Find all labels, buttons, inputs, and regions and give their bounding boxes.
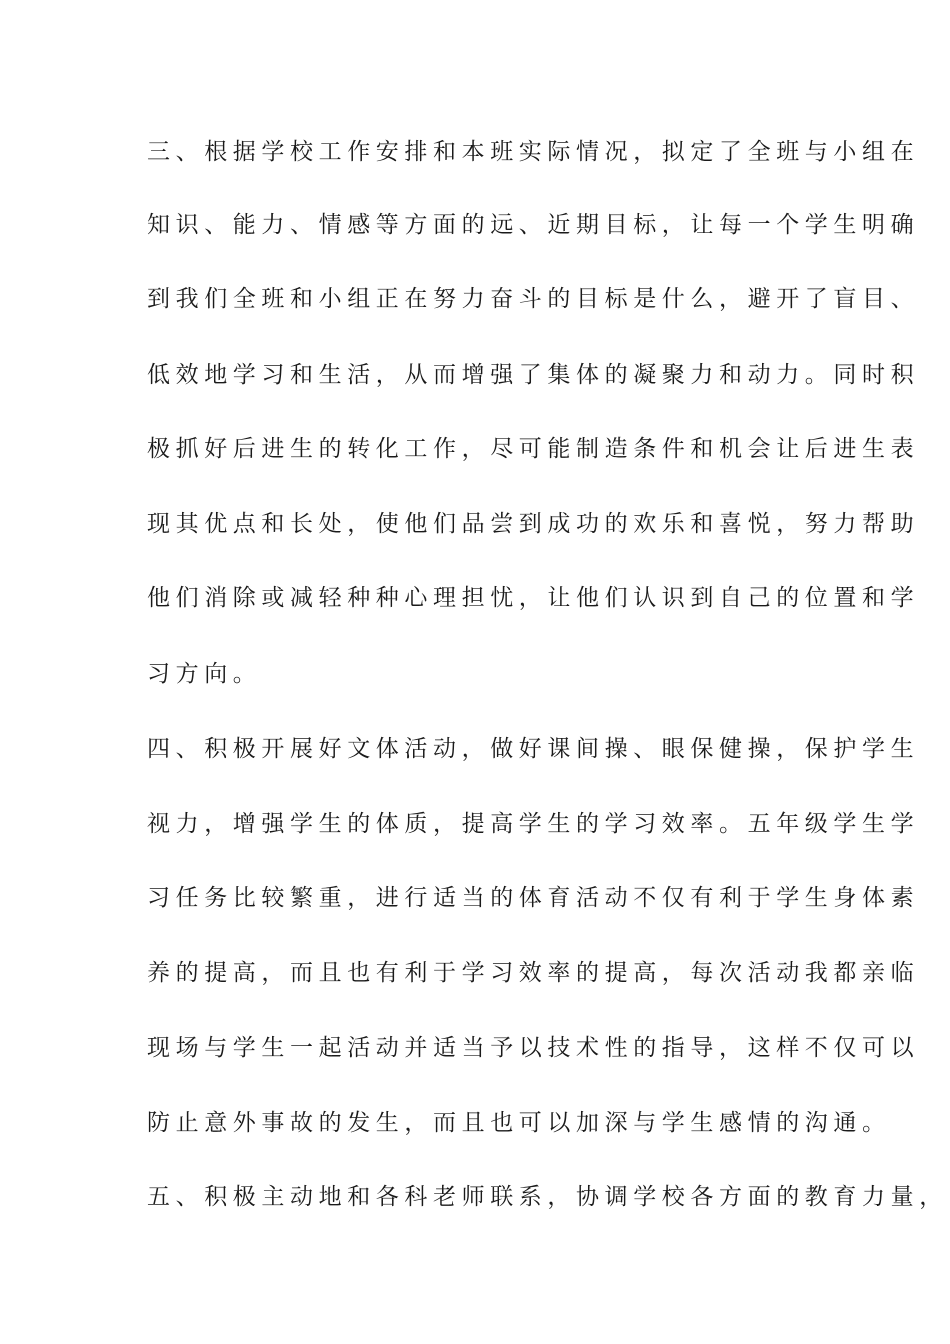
text-line: 习任务比较繁重，进行适当的体育活动不仅有利于学生身体素: [147, 885, 920, 911]
text-line: 防止意外事故的发生，而且也可以加深与学生感情的沟通。: [147, 1110, 891, 1136]
text-line: 现其优点和长处，使他们品尝到成功的欢乐和喜悦，努力帮助: [147, 511, 920, 537]
text-line: 他们消除或减轻种种心理担忧，让他们认识到自己的位置和学: [147, 585, 920, 611]
text-line: 四、积极开展好文体活动，做好课间操、眼保健操，保护学生: [147, 736, 920, 762]
text-line: 现场与学生一起活动并适当予以技术性的指导，这样不仅可以: [147, 1035, 920, 1061]
text-line: 养的提高，而且也有利于学习效率的提高，每次活动我都亲临: [147, 960, 920, 986]
text-line: 三、根据学校工作安排和本班实际情况，拟定了全班与小组在: [147, 139, 920, 165]
text-line: 五、积极主动地和各科老师联系，协调学校各方面的教育力量，: [147, 1184, 948, 1210]
text-line: 视力，增强学生的体质，提高学生的学习效率。五年级学生学: [147, 811, 920, 837]
text-line: 低效地学习和生活，从而增强了集体的凝聚力和动力。同时积: [147, 362, 920, 388]
text-line: 极抓好后进生的转化工作，尽可能制造条件和机会让后进生表: [147, 436, 920, 462]
text-line: 习方向。: [147, 661, 262, 687]
text-line: 到我们全班和小组正在努力奋斗的目标是什么，避开了盲目、: [147, 286, 920, 312]
text-line: 知识、能力、情感等方面的远、近期目标，让每一个学生明确: [147, 212, 920, 238]
